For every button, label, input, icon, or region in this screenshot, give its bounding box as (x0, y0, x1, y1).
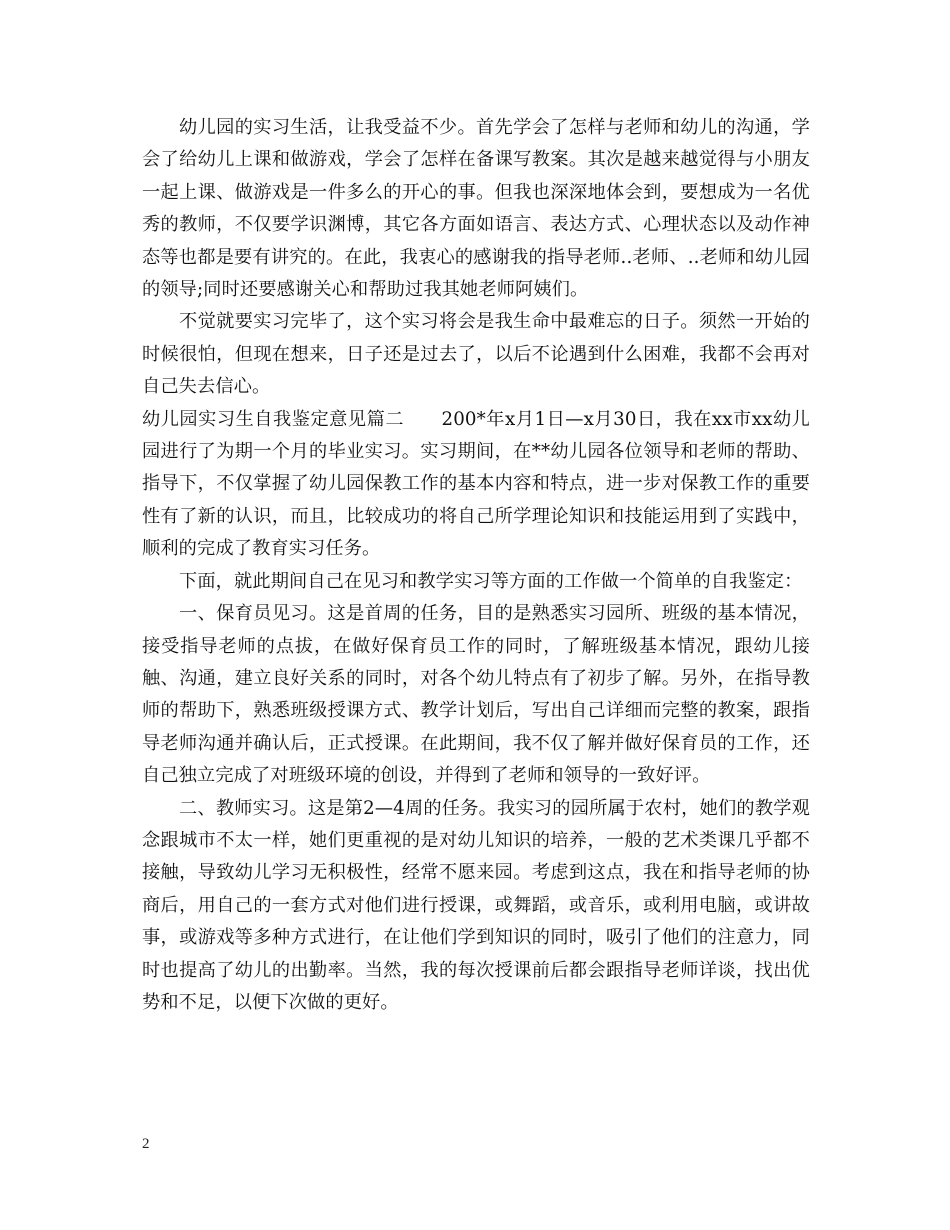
document-body (142, 112, 810, 1019)
paragraph-section-two-intro: 幼儿园实习生自我鉴定意见篇二 200*年x月1日—x月30日，我在xx市xx幼儿园进行了为期一个月的毕业实习。实习期间，在**幼儿园各位领导和老师的帮助、指导下，不仅掌握了幼儿园保教工作的基本内容和特点，进一步对保教工作的重要性有了新的认识，而且，比较成功的将自己所学理论知识和技能运用到了实践中，顺利的完成了教育实习任务。 (142, 408, 810, 560)
paragraph-internship-gains: 幼儿园的实习生活，让我受益不少。首先学会了怎样与老师和幼儿的沟通，学会了给幼儿上课和做游戏，学会了怎样在备课写教案。其次是越来越觉得与小朋友一起上课、做游戏是一件多么的开心的事。但我也深深地体会到，要想成为一名优秀的教师，不仅要学识渊博，其它各方面如语言、表达方式、心理状态以及动作神态等也都是要有讲究的。在此，我衷心的感谢我的指导老师..老师、..老师和幼儿园的领导;同时还要感谢关心和帮助过我其她老师阿姨们。 (142, 117, 810, 301)
paragraph-self-assessment-lead: 下面，就此期间自己在见习和教学实习等方面的工作做一个简单的自我鉴定： (179, 570, 803, 592)
page-number: 2 (142, 1136, 150, 1152)
paragraph-nursery-observation: 一、保育员见习。这是首周的任务，目的是熟悉实习园所、班级的基本情况，接受指导老师的点拔，在做好保育员工作的同时，了解班级基本情况，跟幼儿接触、沟通，建立良好关系的同时，对各个幼儿特点有了初步了解。另外，在指导教师的帮助下，熟悉班级授课方式、教学计划后，写出自己详细而完整的教案，跟指导老师沟通并确认后，正式授课。在此期间，我不仅了解并做好保育员的工作，还自己独立完成了对班级环境的创设，并得到了老师和领导的一致好评。 (142, 603, 810, 787)
paragraph-teaching-practice: 二、教师实习。这是第2—4周的任务。我实习的园所属于农村，她们的教学观念跟城市不太一样，她们更重视的是对幼儿知识的培养，一般的艺术类课几乎都不接触，导致幼儿学习无积极性，经常不愿来园。考虑到这点，我在和指导老师的协商后，用自己的一套方式对他们进行授课，或舞蹈，或音乐，或利用电脑，或讲故事，或游戏等多种方式进行，在让他们学到知识的同时，吸引了他们的注意力，同时也提高了幼儿的出勤率。当然，我的每次授课前后都会跟指导老师详谈，找出优势和不足，以便下次做的更好。 (142, 797, 810, 1013)
paragraph-internship-ending: 不觉就要实习完毕了，这个实习将会是我生命中最难忘的日子。须然一开始的时候很怕，但现在想来，日子还是过去了，以后不论遇到什么困难，我都不会再对自己失去信心。 (142, 311, 810, 398)
